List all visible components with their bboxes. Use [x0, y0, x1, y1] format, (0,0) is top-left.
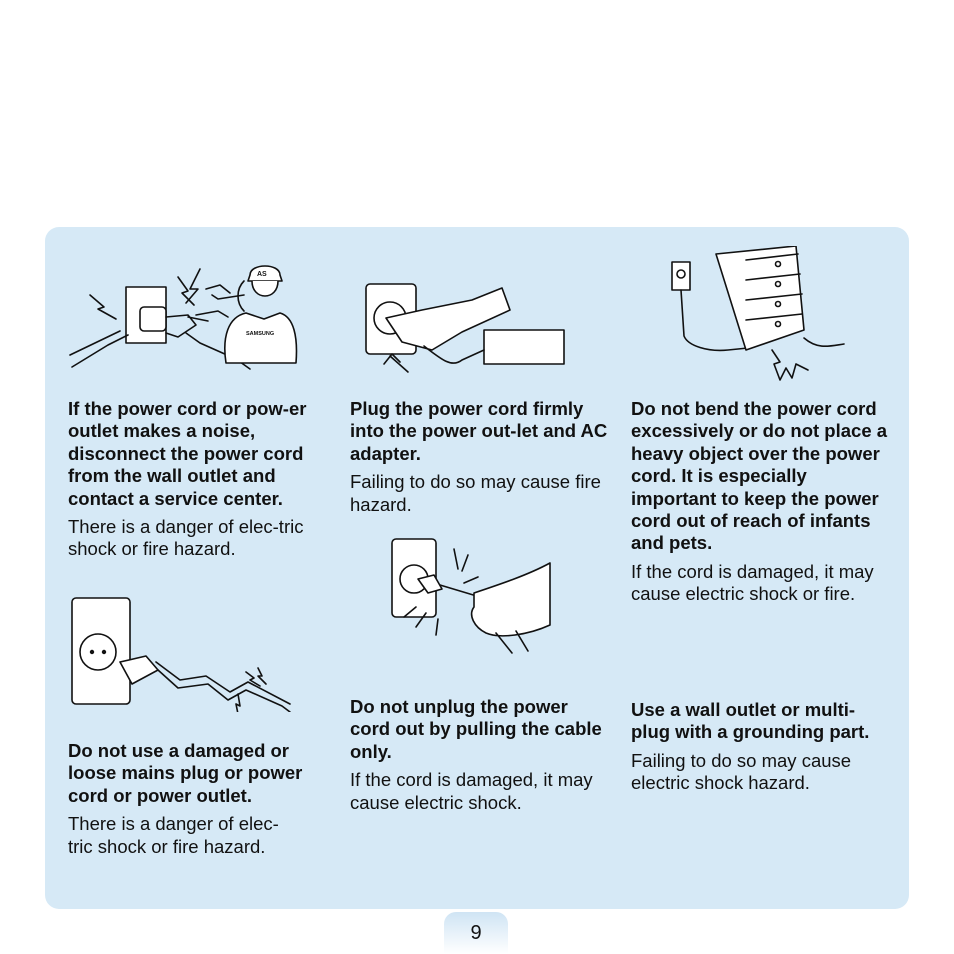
heavy-object-body: If the cord is damaged, it may cause electric shock or fire. [631, 560, 874, 605]
plug-firmly-illustration [362, 280, 572, 380]
unplug-cable-body: If the cord is damaged, it may cause electric shock. [350, 769, 593, 813]
grounding-body: Failing to do so may cause electric shock hazard. [631, 749, 852, 794]
plug-firmly-title: Plug the power cord firmly into the power out-let and AC adapter. [350, 398, 608, 464]
grounding-title: Use a wall outlet or multi-plug with a grounding part. [631, 699, 870, 743]
page-number: 9 [444, 912, 508, 954]
plug-firmly-body: Failing to do so may cause fire hazard. [350, 471, 601, 515]
noise-warning-title: If the power cord or pow-er outlet makes a noise, disconnect the power cord from the wall outlet and contact a service center. [68, 398, 307, 509]
heavy-object-block [631, 398, 889, 606]
pull-cable-illustration [388, 535, 558, 655]
plug-firmly-block [350, 398, 608, 516]
unplug-cable-title: Do not unplug the power cord out by pulling the cable only. [350, 696, 602, 762]
heavy-object-cord-illustration [668, 246, 848, 388]
noise-warning-body: There is a danger of elec-tric shock or fire hazard. [68, 516, 304, 560]
unplug-cable-block [350, 696, 608, 814]
damaged-plug-block [68, 740, 303, 858]
damaged-plug-title: Do not use a damaged or loose mains plug or power cord or power outlet. [68, 740, 303, 806]
damaged-plug-illustration [68, 592, 298, 712]
grounding-block [631, 699, 893, 795]
shirt-text: SAMSUNG [246, 331, 275, 337]
heavy-object-title: Do not bend the power cord excessively or do not place a heavy object over the power cord. It is especially important to keep the power cord out of reach of infants and pets. [631, 398, 888, 554]
cap-text: AS [257, 271, 267, 278]
damaged-plug-body: There is a danger of elec-tric shock or fire hazard. [68, 813, 279, 857]
noisy-outlet-technician-illustration [68, 255, 303, 373]
noise-warning-block [68, 398, 326, 561]
